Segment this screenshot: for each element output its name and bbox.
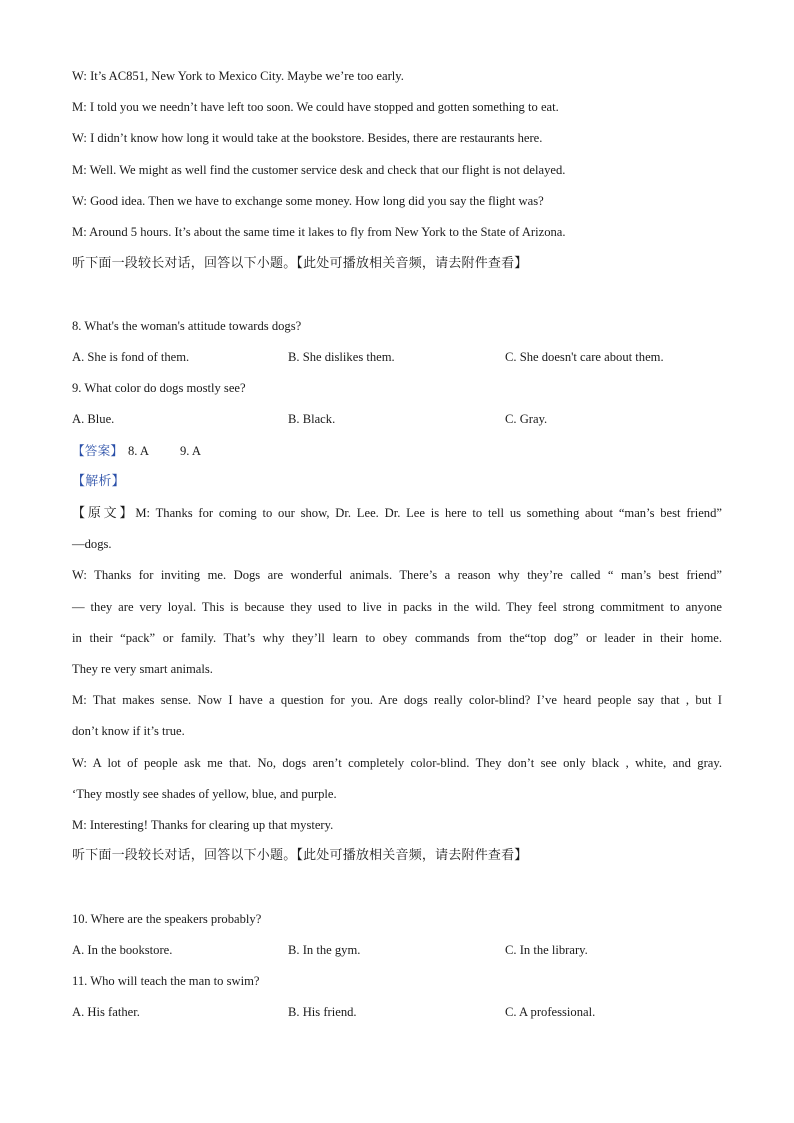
transcript-line <box>72 505 722 522</box>
answer-label: 【答案】 <box>72 443 124 458</box>
question-10: 10. Where are the speakers probably? <box>72 912 262 926</box>
transcript-line: M: That makes sense. Now I have a question for you. Are dogs really color-blind? I’ve heard people say that , but I <box>72 693 722 707</box>
transcript-line: M: Interesting! Thanks for clearing up that mystery. <box>72 818 334 832</box>
q9-option-a: A. Blue. <box>72 412 115 426</box>
transcript-line: don’t know if it’s true. <box>72 724 185 738</box>
dialogue-line: W: I didn’t know how long it would take at the bookstore. Besides, there are restaurants here. <box>72 131 543 145</box>
dialogue-line: M: I told you we needn’t have left too soon. We could have stopped and gotten something to eat. <box>72 100 559 114</box>
q8-option-c: C. She doesn't care about them. <box>505 350 664 364</box>
transcript-label: 【原文】 <box>72 506 136 521</box>
dialogue-line: M: Well. We might as well find the customer service desk and check that our flight is not delayed. <box>72 163 566 177</box>
transcript-line: W: A lot of people ask me that. No, dogs aren’t completely color-blind. They don’t see only black , white, and gray. <box>72 756 722 770</box>
transcript-line: ‘They mostly see shades of yellow, blue, and purple. <box>72 787 337 801</box>
transcript-text: M: Thanks for coming to our show, Dr. Lee. Dr. Lee is here to tell us something about “man’s best friend” <box>135 506 722 520</box>
answer-9: 9. A <box>180 444 201 458</box>
q11-option-a: A. His father. <box>72 1005 140 1019</box>
analysis-label: 【解析】 <box>72 474 125 489</box>
dialogue-line: W: Good idea. Then we have to exchange some money. How long did you say the flight was? <box>72 194 544 208</box>
section-instruction: 听下面一段较长对话，回答以下小题。【此处可播放相关音频，请去附件查看】 <box>72 848 528 863</box>
question-8: 8. What's the woman's attitude towards dogs? <box>72 319 302 333</box>
section-instruction: 听下面一段较长对话，回答以下小题。【此处可播放相关音频，请去附件查看】 <box>72 256 528 271</box>
transcript-line: in their “pack” or family. That’s why they’ll learn to obey commands from the“top dog” or leader in their home. <box>72 631 722 645</box>
q11-option-b: B. His friend. <box>288 1005 357 1019</box>
q10-option-a: A. In the bookstore. <box>72 943 173 957</box>
q11-option-c: C. A professional. <box>505 1005 596 1019</box>
dialogue-line: W: It’s AC851, New York to Mexico City. Maybe we’re too early. <box>72 69 404 83</box>
q10-option-b: B. In the gym. <box>288 943 361 957</box>
answer-8: 8. A <box>128 444 149 458</box>
q8-option-b: B. She dislikes them. <box>288 350 395 364</box>
question-11: 11. Who will teach the man to swim? <box>72 974 260 988</box>
q9-option-b: B. Black. <box>288 412 336 426</box>
q8-option-a: A. She is fond of them. <box>72 350 190 364</box>
transcript-line: — they are very loyal. This is because they used to live in packs in the wild. They feel strong commitment to anyone <box>72 600 722 614</box>
dialogue-line: M: Around 5 hours. It’s about the same time it lakes to fly from New York to the State of Arizona. <box>72 225 566 239</box>
transcript-line: They re very smart animals. <box>72 662 213 676</box>
transcript-line: —dogs. <box>72 537 112 551</box>
q10-option-c: C. In the library. <box>505 943 588 957</box>
question-9: 9. What color do dogs mostly see? <box>72 381 246 395</box>
q9-option-c: C. Gray. <box>505 412 548 426</box>
transcript-line: W: Thanks for inviting me. Dogs are wonderful animals. There’s a reason why they’re called “ man’s best friend” <box>72 568 722 582</box>
